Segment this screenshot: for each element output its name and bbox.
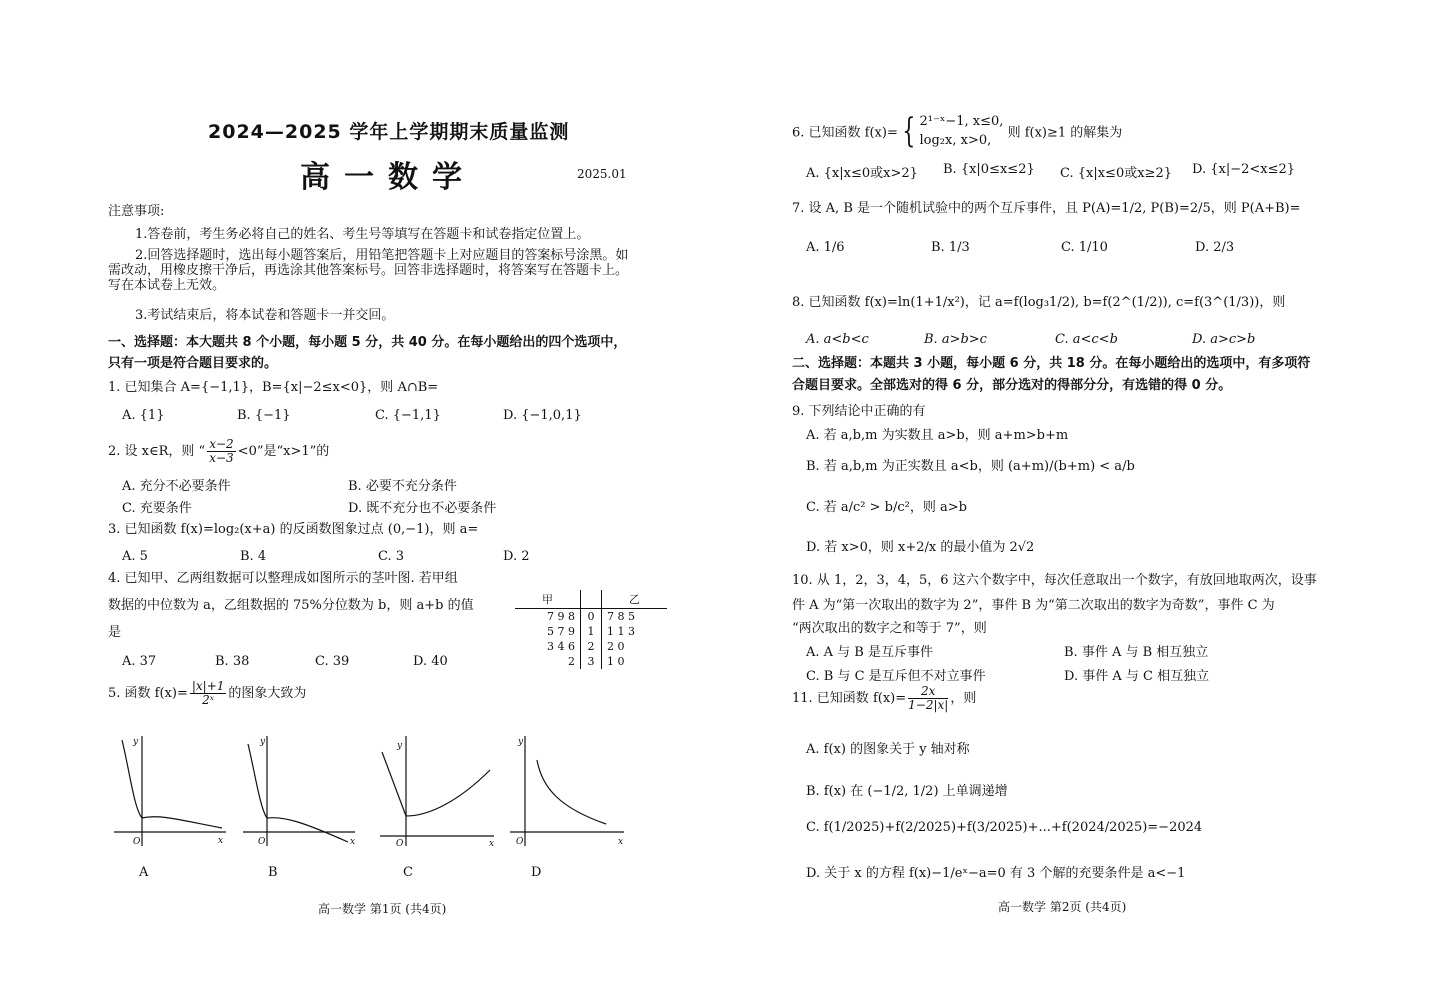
graph-a-curve xyxy=(122,740,222,828)
stem-leaf-header-jia: 甲 xyxy=(515,590,581,609)
q4-option-a: A. 37 xyxy=(122,654,157,669)
q8-option-b: B. a>b>c xyxy=(924,332,987,347)
q11-option-d: D. 关于 x 的方程 f(x)−1/eˣ−a=0 有 3 个解的充要条件是 a<−1 xyxy=(806,866,1186,881)
q6-option-a: A. {x|x≤0或x>2} xyxy=(806,166,918,181)
q10-option-c: C. B 与 C 是互斥但不对立事件 xyxy=(806,669,986,684)
q6-option-c: C. {x|x≤0或x≥2} xyxy=(1060,166,1172,181)
q1-option-b: B. {−1} xyxy=(237,408,291,423)
q7-option-c: C. 1/10 xyxy=(1061,240,1108,255)
q1-option-d: D. {−1,0,1} xyxy=(503,408,582,423)
q11-option-b: B. f(x) 在 (−1/2, 1/2) 上单调递增 xyxy=(806,784,1008,799)
graph-d-x-label: x xyxy=(618,837,624,847)
q5-frac-den: 2ˣ xyxy=(202,693,215,708)
stem-leaf-cell: 2 xyxy=(568,655,575,668)
q8-option-c: C. a<c<b xyxy=(1055,332,1118,347)
q3-option-a: A. 5 xyxy=(122,549,148,564)
q5-stem-post: 的图象大致为 xyxy=(228,686,307,702)
q11-frac-num: 2x xyxy=(908,685,948,699)
q11-stem-post: ，则 xyxy=(950,691,977,707)
stem-leaf-cell: 3 xyxy=(581,654,602,669)
graph-d-y-label: y xyxy=(518,737,524,747)
stem-leaf-cell: 7 8 5 xyxy=(607,610,635,623)
graph-d-curve xyxy=(537,760,606,824)
q3-stem: 3. 已知函数 f(x)=log₂(x+a) 的反函数图象过点 (0,−1)，则 a= xyxy=(108,522,479,537)
graph-label-c: C xyxy=(403,865,413,880)
q6-stem-post: 则 f(x)≥1 的解集为 xyxy=(1007,125,1123,141)
q4-option-c: C. 39 xyxy=(315,654,350,669)
graph-label-a: A xyxy=(139,865,149,880)
q5-stem-pre: 5. 函数 f(x)= xyxy=(108,686,188,702)
section1-heading-line1: 一、选择题：本大题共 8 个小题，每小题 5 分，共 40 分。在每小题给出的四个选项中， xyxy=(108,335,627,350)
page2-footer: 高一数学 第2页 (共4页) xyxy=(998,900,1127,914)
q2-option-a: A. 充分不必要条件 xyxy=(122,479,231,494)
q4-line1: 4. 已知甲、乙两组数据可以整理成如图所示的茎叶图. 若甲组 xyxy=(108,571,458,586)
q7-option-d: D. 2/3 xyxy=(1195,240,1235,255)
stem-leaf-cell: 3 4 6 xyxy=(547,640,575,653)
q6-case-1: 2¹⁻ˣ−1, x≤0, xyxy=(919,114,1004,129)
q1-option-c: C. {−1,1} xyxy=(375,408,441,423)
q7-option-a: A. 1/6 xyxy=(806,240,845,255)
stem-leaf-cell: 0 xyxy=(581,609,602,625)
q9-stem: 9. 下列结论中正确的有 xyxy=(792,404,926,419)
q10-option-a: A. A 与 B 是互斥事件 xyxy=(806,645,933,660)
graph-a-y-label: y xyxy=(133,737,139,747)
q7-stem: 7. 设 A, B 是一个随机试验中的两个互斥事件，且 P(A)=1/2, P(B)=2/5，则 P(A+B)= xyxy=(792,201,1301,216)
q1-stem: 1. 已知集合 A={−1,1}，B={x|−2≤x<0}，则 A∩B= xyxy=(108,380,439,395)
q3-option-c: C. 3 xyxy=(378,549,405,564)
q5-frac-num: |x|+1 xyxy=(191,679,225,693)
stem-leaf-cell: 1 1 3 xyxy=(607,625,635,638)
q2-option-b: B. 必要不充分条件 xyxy=(348,479,457,494)
q10-line3: “两次取出的数字之和等于 7”，则 xyxy=(792,621,987,636)
q4-line3: 是 xyxy=(108,625,122,640)
q3-option-b: B. 4 xyxy=(240,549,267,564)
q2-frac-den: x−3 xyxy=(209,451,234,466)
q9-option-d: D. 若 x>0，则 x+2/x 的最小值为 2√2 xyxy=(806,540,1035,555)
graph-c xyxy=(380,736,494,846)
note-item-2: 2.回答选择题时，选出每小题答案后，用铅笔把答题卡上对应题目的答案标号涂黑。如需改动，用橡皮擦干净后，再选涂其他答案标号。回答非选择题时，将答案写在答题卡上。写在本试卷上无效。 xyxy=(108,248,629,293)
q11-frac-den: 1−2|x| xyxy=(908,698,949,713)
q11-fraction xyxy=(908,685,948,712)
graph-b-x-label: x xyxy=(350,837,356,847)
section1-heading-line2: 只有一项是符合题目要求的。 xyxy=(108,356,278,371)
q2-stem xyxy=(108,438,329,465)
note-item-3: 3.考试结束后，将本试卷和答题卡一并交回。 xyxy=(135,308,395,323)
q8-stem: 8. 已知函数 f(x)=ln(1+1/x²)，记 a=f(log₃1/2), b=f(2^(1/2)), c=f(3^(1/3))，则 xyxy=(792,295,1286,310)
q6-brace: { xyxy=(902,111,916,151)
graph-label-d: D xyxy=(531,865,542,880)
graph-label-b: B xyxy=(268,865,278,880)
graph-b-curve xyxy=(248,744,348,842)
q9-option-a: A. 若 a,b,m 为实数且 a>b，则 a+m>b+m xyxy=(806,428,1069,443)
q9-option-b: B. 若 a,b,m 为正实数且 a<b，则 (a+m)/(b+m) < a/b xyxy=(806,459,1135,474)
q8-option-d: D. a>c>b xyxy=(1192,332,1256,347)
q10-option-b: B. 事件 A 与 B 相互独立 xyxy=(1064,645,1209,660)
page1-footer: 高一数学 第1页 (共4页) xyxy=(318,902,447,916)
q6-stem xyxy=(792,112,1122,150)
q11-option-a: A. f(x) 的图象关于 y 轴对称 xyxy=(806,742,970,757)
q2-stem-post: <0”是“x>1”的 xyxy=(237,444,330,460)
exam-title: 2024—2025 学年上学期期末质量监测 xyxy=(208,121,570,143)
q6-option-d: D. {x|−2<x≤2} xyxy=(1192,162,1296,177)
q11-stem xyxy=(792,685,976,712)
section2-heading-line1: 二、选择题：本题共 3 小题，每小题 6 分，共 18 分。在每小题给出的选项中，有多项符 xyxy=(792,356,1311,371)
q2-stem-pre: 2. 设 x∈R，则 “ xyxy=(108,444,206,460)
q10-option-d: D. 事件 A 与 C 相互独立 xyxy=(1064,669,1210,684)
q7-option-b: B. 1/3 xyxy=(931,240,970,255)
q2-option-c: C. 充要条件 xyxy=(122,501,192,516)
q8-option-a: A. a<b<c xyxy=(806,332,869,347)
graph-c-x-label: x xyxy=(489,839,495,849)
q2-option-d: D. 既不充分也不必要条件 xyxy=(348,501,497,516)
stem-leaf-cell: 2 0 xyxy=(607,640,625,653)
q4-option-b: B. 38 xyxy=(215,654,250,669)
q6-cases xyxy=(920,112,1004,150)
q10-line2: 件 A 为“第一次取出的数字为 2”，事件 B 为“第二次取出的数字为奇数”，事件 C 为 xyxy=(792,598,1275,613)
graph-a-origin: O xyxy=(133,837,141,847)
subject-title: 高一数学 xyxy=(300,160,476,195)
graph-c-origin: O xyxy=(396,839,404,849)
stem-leaf-cell: 2 xyxy=(581,639,602,654)
q11-option-c: C. f(1/2025)+f(2/2025)+f(3/2025)+...+f(2024/2025)=−2024 xyxy=(806,820,1203,835)
q11-stem-pre: 11. 已知函数 f(x)= xyxy=(792,691,907,707)
q5-graphs xyxy=(100,728,640,858)
graph-a-x-label: x xyxy=(218,836,224,846)
q6-option-b: B. {x|0≤x≤2} xyxy=(943,162,1035,177)
graph-d-origin: O xyxy=(516,837,524,847)
q4-option-d: D. 40 xyxy=(413,654,448,669)
q5-fraction xyxy=(190,680,227,707)
stem-leaf-cell: 5 7 9 xyxy=(547,625,575,638)
stem-leaf-header-yi: 乙 xyxy=(602,590,668,609)
stem-leaf-cell: 7 9 8 xyxy=(547,610,575,623)
graph-b-origin: O xyxy=(258,837,266,847)
graph-a xyxy=(114,736,226,846)
notes-heading: 注意事项: xyxy=(108,204,165,219)
stem-leaf-cell: 1 0 xyxy=(607,655,625,668)
q3-option-d: D. 2 xyxy=(503,549,530,564)
stem-leaf-cell: 1 xyxy=(581,624,602,639)
exam-date: 2025.01 xyxy=(577,167,627,181)
section2-heading-line2: 合题目要求。全部选对的得 6 分，部分选对的得部分分，有选错的得 0 分。 xyxy=(792,378,1232,393)
q10-line1: 10. 从 1，2，3，4，5，6 这六个数字中，每次任意取出一个数字，有放回地取两次，设事 xyxy=(792,573,1317,588)
q5-stem xyxy=(108,680,306,707)
q6-case-2: log₂x, x>0, xyxy=(919,133,992,148)
graph-b-y-label: y xyxy=(260,737,266,747)
q2-frac-num: x−2 xyxy=(209,437,234,451)
q6-stem-pre: 6. 已知函数 f(x)= xyxy=(792,125,898,141)
q2-fraction xyxy=(207,438,235,465)
q4-line2: 数据的中位数为 a，乙组数据的 75%分位数为 b，则 a+b 的值 xyxy=(108,598,474,613)
graph-c-curve xyxy=(382,752,490,816)
graph-c-y-label: y xyxy=(397,741,403,751)
stem-leaf-header-stem xyxy=(581,590,602,609)
stem-leaf-plot xyxy=(515,590,667,669)
note-item-1: 1.答卷前，考生务必将自己的姓名、考生号等填写在答题卡和试卷指定位置上。 xyxy=(135,227,590,242)
q9-option-c: C. 若 a/c² > b/c²，则 a>b xyxy=(806,500,967,515)
q1-option-a: A. {1} xyxy=(122,408,165,423)
graph-b xyxy=(243,736,355,846)
graph-d xyxy=(510,736,624,846)
